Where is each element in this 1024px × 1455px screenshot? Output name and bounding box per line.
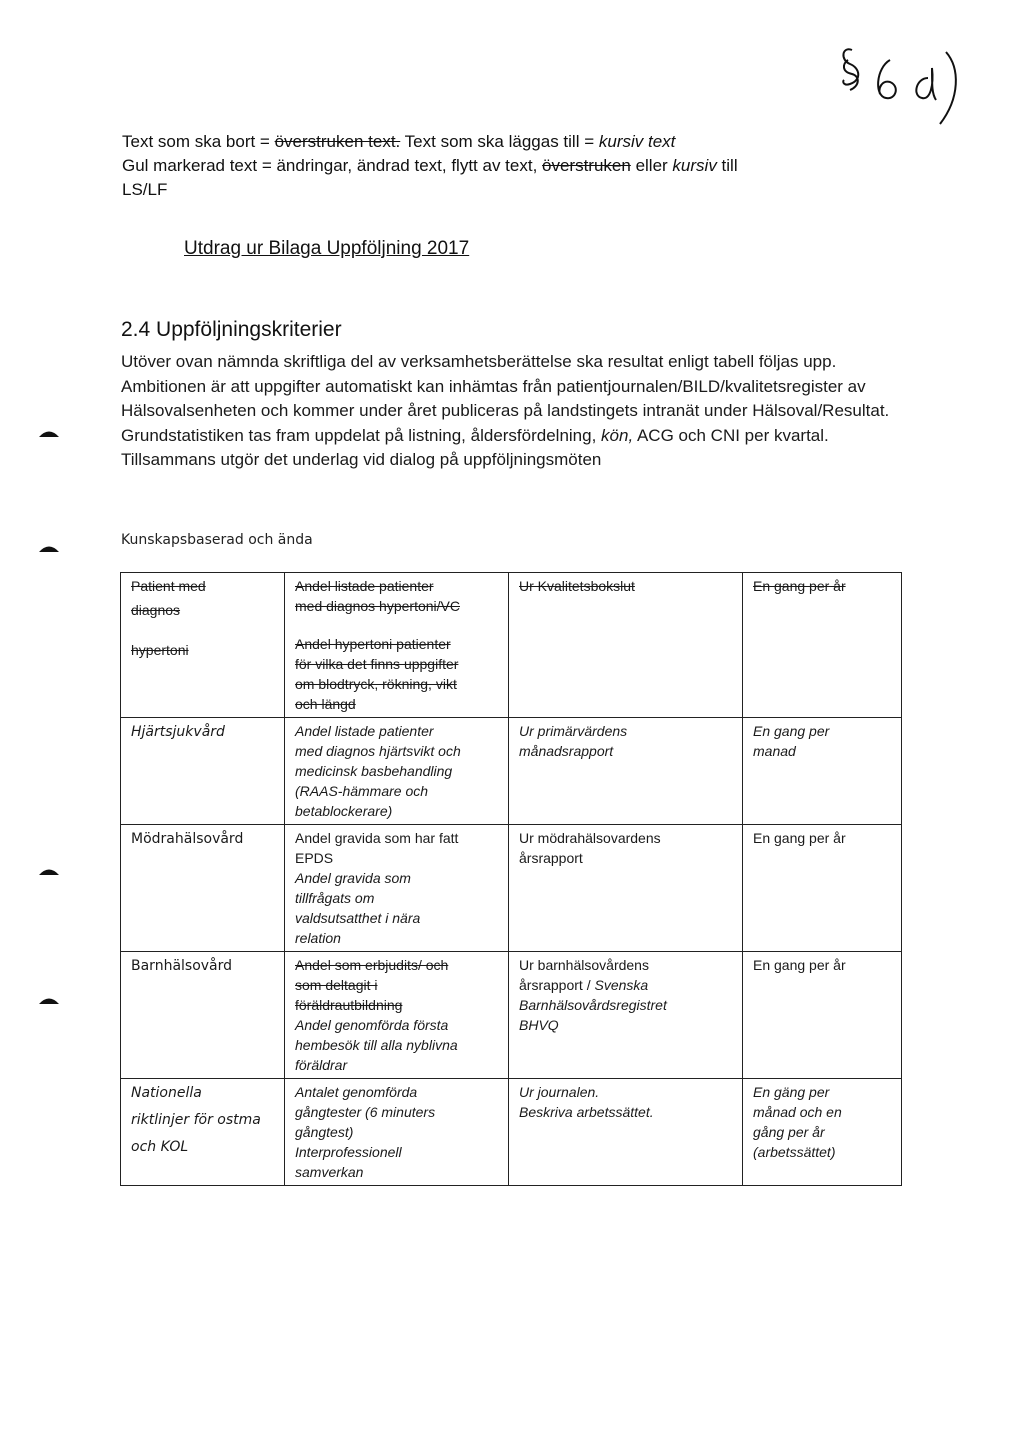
section-heading: 2.4 Uppföljningskriterier [121,318,342,341]
table-row [121,718,902,825]
table-cell: Andel gravida som har fatt EPDS Andel gravida som tillfrågats om valdsutsatthet i nära relation [285,825,509,952]
table-cell: En gang per år [743,825,902,952]
table-row [121,573,902,718]
table-cell: Mödrahälsovård [121,825,285,952]
table-cell: Ur mödrahälsovardens årsrapport [509,825,743,952]
table-cell: En gäng per månad och en gång per år (arbetssättet) [743,1079,902,1186]
table-cell: Andel listade patienter med diagnos hypertoni/VC Andel hypertoni patienter för vilka det finns uppgifter om blodtryck, rökning, vikt och längd [285,573,509,718]
legend-line-3: LS/LF [122,180,168,199]
document-title: Utdrag ur Bilaga Uppföljning 2017 [184,238,470,259]
table-cell: Antalet genomförda gångtester (6 minuters gångtest) Interprofessionell samverkan [285,1079,509,1186]
table-cell: En gang per år [743,573,902,718]
criteria-table [120,572,902,1186]
table-cell: Barnhälsovård [121,952,285,1079]
table-cell: Andel listade patienter med diagnos hjärtsvikt och medicinsk basbehandling (RAAS-hämmare och betablockerare) [285,718,509,825]
table-caption: Kunskapsbaserad och ända [121,532,313,548]
section-body: Utöver ovan nämnda skriftliga del av verksamhetsberättelse ska resultat enligt tabell följas upp. Ambitionen är att uppgifter automatiskt kan inhämtas från patientjournalen/BILD/kvalitetsregister av Hälsovalsenheten och kommer under året publiceras på landstingets intranät under Hälsoval/Resultat. Grundstatistiken tas fram uppdelat på listning, åldersfördelning, kön, ACG och CNI per kvartal. Tillsammans utgör det underlag vid dialog på uppföljningsmöten [121,352,890,469]
legend-line-2: Gul markerad text = ändringar, ändrad text, flytt av text, överstruken eller kursiv till [122,156,738,175]
legend-line-1: Text som ska bort = överstruken text. Text som ska läggas till = kursiv text [122,132,676,151]
table-cell: Ur Kvalitetsbokslut [509,573,743,718]
table-cell: Ur primärvärdens månadsrapport [509,718,743,825]
table-cell: Hjärtsjukvård [121,718,285,825]
table-row [121,825,902,952]
table-row [121,1079,902,1186]
table-row [121,952,902,1079]
table-cell: En gang per år [743,952,902,1079]
table-cell: Patient med diagnos hypertoni [121,573,285,718]
table-cell: En gang per manad [743,718,902,825]
margin-mark [38,428,60,438]
table-cell: Andel som erbjudits/ och som deltagit i föräldrautbildning Andel genomförda första hembesök till alla nyblivna föräldrar [285,952,509,1079]
margin-mark [38,866,60,876]
handwritten-paragraph-stamp [838,38,968,128]
table-cell: Ur journalen. Beskriva arbetssättet. [509,1079,743,1186]
margin-mark [38,543,60,553]
table-cell: Nationella riktlinjer för ostma och KOL [121,1079,285,1186]
table-cell: Ur barnhälsovårdens årsrapport / Svenska Barnhälsovårdsregistret BHVQ [509,952,743,1079]
edit-legend [122,130,922,202]
margin-mark [38,995,60,1005]
